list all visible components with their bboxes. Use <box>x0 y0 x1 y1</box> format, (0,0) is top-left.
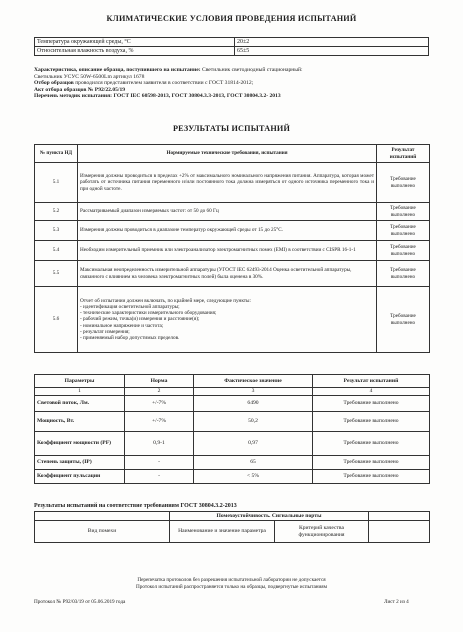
clause-number: 5.4 <box>35 241 78 261</box>
methods-value: ГОСТ IEC 60598-2013, ГОСТ 30804.3.3-2013, ГОСТ 30804.3.2- 2013 <box>113 93 281 100</box>
table-row <box>35 432 430 456</box>
clause-number: 5.5 <box>35 261 78 287</box>
requirement-result: Требование выполнено <box>377 221 430 241</box>
climate-value: 65±5 <box>235 47 429 56</box>
climate-value: 20±2 <box>235 38 429 47</box>
sample-label: Характеристика, описание образца, поступившего на испытание: <box>34 67 201 73</box>
sample-value: Светильник светодиодный стационарный: <box>201 67 303 73</box>
requirement-text: Максимальная неопределенность измерительной аппаратуры (УГОСТ IEC 62493-2014 Оценка осветительной аппаратуры, связанного с влиянием на человека электромагнитных полей) была оценена в 30%. <box>78 261 377 287</box>
parameter-name: Мощность, Вт. <box>35 412 125 432</box>
methods-label: Перечень методик испытания: <box>34 93 113 100</box>
table-header-row <box>35 145 430 163</box>
table-row <box>35 203 430 221</box>
climate-title: КЛИМАТИЧЕСКИЕ УСЛОВИЯ ПРОВЕДЕНИЯ ИСПЫТАНИЙ <box>106 14 357 23</box>
clause-number: 5.1 <box>35 163 78 203</box>
col-number: 4 <box>313 388 430 396</box>
table-row <box>35 412 430 432</box>
table-header-row <box>35 375 430 388</box>
parameter-actual: 65 <box>194 456 313 470</box>
col-number: 3 <box>194 388 313 396</box>
parameters-table <box>34 374 430 484</box>
table-header-row <box>35 521 430 543</box>
table-row <box>35 221 430 241</box>
sampling-label: Отбор образцов <box>34 80 74 87</box>
requirement-result: Требование выполнено <box>377 203 430 221</box>
parameter-name: Световой поток, Лм. <box>35 396 125 412</box>
parameter-result: Требование выполнено <box>313 470 430 484</box>
table-row <box>35 163 430 203</box>
requirement-result: Требование выполнено <box>377 261 430 287</box>
sample-name: Светильник УСУС 50W-6500Lm артикул 1678 <box>34 73 145 80</box>
requirement-text: Измерения должны проводиться в диапазоне температур окружающей среды от 15 до 25°С. <box>78 221 377 241</box>
parameter-norm: - <box>125 470 194 484</box>
emc-subheader: Помехоустойчивость. Сигнальные порты <box>170 512 369 521</box>
parameter-result: Требование выполнено <box>313 412 430 432</box>
parameter-actual: 50,2 <box>194 412 313 432</box>
table-row <box>35 287 430 353</box>
sampling-value: проводился представителем заявителя в соответствии с ГОСТ 31814-2012; <box>75 80 254 87</box>
col-header-result: Результат испытаний <box>313 375 430 388</box>
parameter-name: Коэффициент мощности (PF) <box>35 432 125 456</box>
requirement-text: Измерения должны проводиться в пределах +2% от максимального номинального напряжения питания. Аппаратура, которая может работать от источника питания переменного и/или постоянного тока должна измеряться от одного источника переменного тока и при одной частоте. <box>78 163 377 203</box>
col-header-requirements: Нормируемые технические требования, испытания <box>78 145 377 163</box>
sample-info <box>34 67 430 100</box>
sheet-number: Лист 2 из 4 <box>384 599 409 605</box>
col-header-actual: Фактическое значение <box>194 375 313 388</box>
emc-col-criterion: Критерий качества функционирования <box>275 521 369 543</box>
parameter-actual: 0,97 <box>194 432 313 456</box>
climate-row <box>35 38 429 47</box>
requirement-result: Требование выполнено <box>377 163 430 203</box>
climate-table <box>34 37 429 56</box>
requirement-text: Рассматриваемый диапазон измеряемых частот: от 50 до 60 Гц <box>78 203 377 221</box>
col-header-number: № пункта НД <box>35 145 78 163</box>
climate-row <box>35 47 429 56</box>
col-number: 2 <box>125 388 194 396</box>
col-number: 1 <box>35 388 125 396</box>
emc-col-interference: Вид помехи <box>35 521 170 543</box>
parameter-norm: +/-7% <box>125 396 194 412</box>
climate-label: Относительная влажность воздуха, % <box>35 47 235 56</box>
requirement-result: Требование выполнено <box>377 241 430 261</box>
parameter-actual: < 5% <box>194 470 313 484</box>
requirement-result: Требование выполнено <box>377 287 430 353</box>
clause-number: 5.6 <box>35 287 78 353</box>
table-row <box>35 241 430 261</box>
emc-table <box>34 511 430 543</box>
parameter-norm: - <box>125 456 194 470</box>
parameter-name: Коэффициент пульсации <box>35 470 125 484</box>
parameter-result: Требование выполнено <box>313 432 430 456</box>
parameter-result: Требование выполнено <box>313 456 430 470</box>
requirements-table <box>34 144 430 353</box>
emc-title: Результаты испытаний на соответствие требованиям ГОСТ 30804.3.2-2013 <box>34 503 237 509</box>
sampling-act: Акт отбора образцов № Р92/22.05/19 <box>34 86 126 93</box>
clause-number: 5.3 <box>35 221 78 241</box>
table-row <box>35 261 430 287</box>
emc-empty-cell <box>35 512 170 521</box>
protocol-number: Протокол № Р92/03/19 от 05.06.2019 года <box>34 599 126 605</box>
climate-label: Температура окружающей среды, °С <box>35 38 235 47</box>
footer-note: Протокол испытаний распространяется только на образцы, подвергнутые испытаниям <box>136 584 327 590</box>
results-title: РЕЗУЛЬТАТЫ ИСПЫТАНИЙ <box>172 124 291 133</box>
emc-empty-cell <box>369 521 430 543</box>
table-number-row <box>35 388 430 396</box>
col-header-result: Результат испытаний <box>377 145 430 163</box>
col-header-parameter: Параметры <box>35 375 125 388</box>
table-row <box>35 456 430 470</box>
parameter-result: Требование выполнено <box>313 396 430 412</box>
parameter-norm: 0,9-1 <box>125 432 194 456</box>
requirement-text: Необходим измерительный приемник или электроанализатор электромагнитных помех (ЕМI) в соответствии с CISPR 16-1-1 <box>78 241 377 261</box>
emc-col-parameter: Наименование и значение параметра <box>170 521 275 543</box>
emc-empty-cell <box>369 512 430 521</box>
table-row <box>35 396 430 412</box>
footer-note: Перепечатка протоколов без разрешения испытательной лаборатории не допускается <box>137 577 326 583</box>
clause-number: 5.2 <box>35 203 78 221</box>
parameter-actual: 6490 <box>194 396 313 412</box>
col-header-norm: Норма <box>125 375 194 388</box>
parameter-name: Степень защиты, (IP) <box>35 456 125 470</box>
requirement-text: Отчет об испытании должен включать, по крайней мере, следующие пункты: - идентификация осветительной аппаратуры; - технические характеристики измерительного оборудования; - рабочий режим, точка(и) измерения и расстояние(я); - номинальное напряжение и частота; - результат измерения; - применяемый набор допустимых пределов. <box>78 287 377 353</box>
parameter-norm: +/-7% <box>125 412 194 432</box>
table-row <box>35 470 430 484</box>
table-header-row <box>35 512 430 521</box>
